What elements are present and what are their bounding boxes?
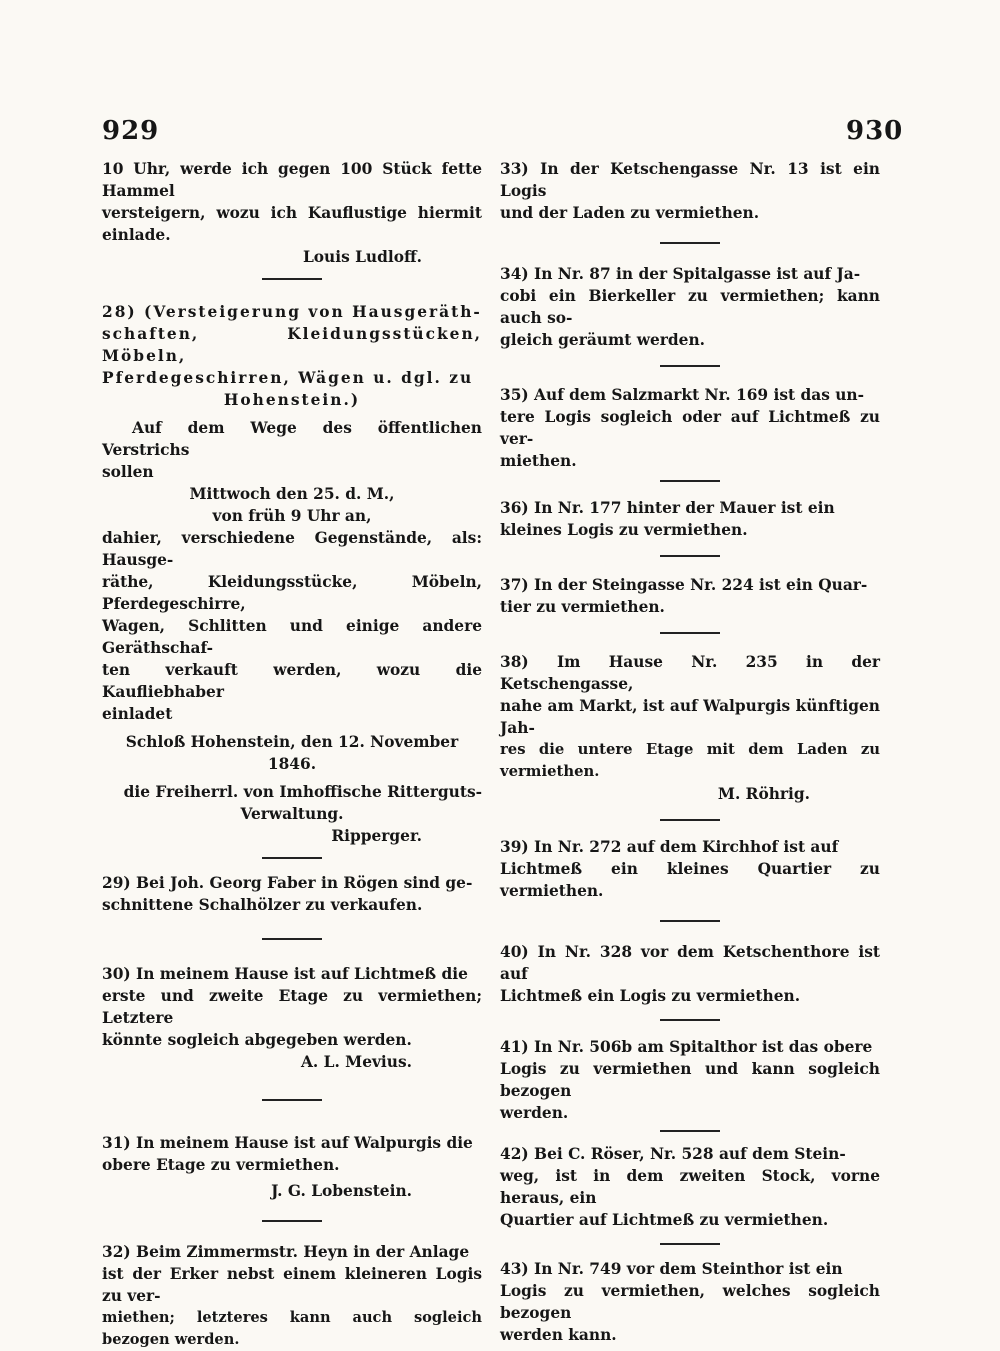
text-line: res die untere Etage mit dem Laden zu vermiethen. (500, 741, 880, 780)
text-line: ist der Erker nebst einem kleineren Logis zu ver- (102, 1265, 482, 1305)
separator-rule (262, 1220, 322, 1223)
text-line: 36) In Nr. 177 hinter der Mauer ist ein (500, 499, 835, 517)
separator-rule (262, 857, 322, 860)
notice-30 (102, 963, 482, 1073)
text-line: ten verkauft werden, wozu die Kaufliebhaber (102, 661, 482, 701)
text-line: sollen (102, 463, 154, 481)
text-line: kleines Logis zu vermiethen. (500, 521, 748, 539)
text-line: 43) In Nr. 749 vor dem Steinthor ist ein (500, 1260, 843, 1278)
left-column (102, 158, 482, 1351)
notice-39 (500, 836, 880, 902)
text-line: und der Laden zu vermiethen. (500, 204, 760, 222)
text-line: 37) In der Steingasse Nr. 224 ist ein Quar- (500, 576, 868, 594)
text-line: versteigern, wozu ich Kauflustige hiermit einlade. (102, 204, 482, 244)
notice-intro (102, 158, 482, 268)
text-line: 41) In Nr. 506b am Spitalthor ist das obere (500, 1038, 873, 1056)
notice-37 (500, 574, 880, 618)
text-line: Logis zu vermiethen, welches sogleich bezogen (500, 1282, 880, 1322)
notice-40 (500, 941, 880, 1007)
text-line: tier zu vermiethen. (500, 598, 665, 616)
text-line: 10 Uhr, werde ich gegen 100 Stück fette Hammel (102, 160, 482, 200)
separator-rule (660, 242, 720, 245)
right-column (500, 158, 880, 1346)
text-line: weg, ist in dem zweiten Stock, vorne heraus, ein (500, 1167, 880, 1207)
text-line: tere Logis sogleich oder auf Lichtmeß zu ver- (500, 408, 880, 448)
place-date: Schloß Hohenstein, den 12. November 1846. (125, 733, 459, 773)
text-line: nahe am Markt, ist auf Walpurgis künftigen Jah- (500, 697, 880, 737)
date-line: Mittwoch den 25. d. M., (189, 485, 395, 503)
separator-rule (660, 920, 720, 923)
text-line: gleich geräumt werden. (500, 331, 705, 349)
notice-38 (500, 651, 880, 805)
signature: A. L. Mevius. (300, 1053, 412, 1071)
notice-29 (102, 872, 482, 916)
text-line: räthe, Kleidungsstücke, Möbeln, Pferdegeschirre, (102, 573, 482, 613)
text-line: obere Etage zu vermiethen. (102, 1156, 340, 1174)
text-line: Auf dem Wege des öffentlichen Verstrichs (102, 419, 482, 459)
separator-rule (660, 555, 720, 558)
separator-rule (660, 365, 720, 368)
text-line: schnittene Schalhölzer zu verkaufen. (102, 896, 423, 914)
notice-41 (500, 1036, 880, 1124)
text-line: könnte sogleich abgegeben werden. (102, 1031, 412, 1049)
organization: die Freiherrl. von Imhoffische Ritterguts- (123, 783, 482, 801)
text-line: miethen; letzteres kann auch sogleich bezogen werden. (102, 1309, 482, 1348)
notice-34 (500, 263, 880, 351)
notice-35 (500, 384, 880, 472)
separator-rule (660, 480, 720, 483)
separator-rule (660, 1243, 720, 1246)
text-line: 31) In meinem Hause ist auf Walpurgis die (102, 1134, 473, 1152)
text-line: dahier, verschiedene Gegenstände, als: Hausge- (102, 529, 482, 569)
text-line: miethen. (500, 452, 577, 470)
text-line: Quartier auf Lichtmeß zu vermiethen. (500, 1211, 829, 1229)
separator-rule (660, 632, 720, 635)
text-line: 34) In Nr. 87 in der Spitalgasse ist auf Ja- (500, 265, 861, 283)
notice-28 (102, 301, 482, 847)
organization: Verwaltung. (240, 805, 344, 823)
page-number-left: 929 (102, 116, 160, 146)
separator-rule (660, 1019, 720, 1022)
text-line: Lichtmeß ein Logis zu vermiethen. (500, 987, 801, 1005)
text-line: 32) Beim Zimmermstr. Heyn in der Anlage (102, 1243, 470, 1261)
heading-line: 28) (Versteigerung von Hausgeräth- (102, 303, 482, 321)
separator-rule (262, 278, 322, 281)
text-line: werden. (500, 1104, 569, 1122)
text-line: 38) Im Hause Nr. 235 in der Ketschengasse, (500, 653, 880, 693)
notice-31 (102, 1132, 482, 1202)
heading-line: Hohenstein.) (223, 391, 361, 409)
separator-rule (660, 1130, 720, 1133)
text-line: 40) In Nr. 328 vor dem Ketschenthore ist auf (500, 943, 880, 983)
separator-rule (262, 938, 322, 941)
signature: Ripperger. (331, 827, 422, 845)
notice-33 (500, 158, 880, 224)
text-line: 42) Bei C. Röser, Nr. 528 auf dem Stein- (500, 1145, 846, 1163)
heading-line: Pferdegeschirren, Wägen u. dgl. zu (102, 369, 474, 387)
page-number-right: 930 (846, 116, 904, 146)
signature: M. Röhrig. (717, 785, 810, 803)
text-line: einladet (102, 705, 173, 723)
separator-rule (660, 819, 720, 822)
text-line: Lichtmeß ein kleines Quartier zu vermiethen. (500, 860, 880, 900)
text-line: 33) In der Ketschengasse Nr. 13 ist ein Logis (500, 160, 880, 200)
text-line: 39) In Nr. 272 auf dem Kirchhof ist auf (500, 838, 839, 856)
text-line: erste und zweite Etage zu vermiethen; Letztere (102, 987, 482, 1027)
time-line: von früh 9 Uhr an, (212, 507, 372, 525)
notice-32 (102, 1241, 482, 1351)
text-line: cobi ein Bierkeller zu vermiethen; kann auch so- (500, 287, 880, 327)
text-line: Logis zu vermiethen und kann sogleich bezogen (500, 1060, 880, 1100)
notice-36 (500, 497, 880, 541)
signature: Louis Ludloff. (302, 248, 422, 266)
text-line: 35) Auf dem Salzmarkt Nr. 169 ist das un- (500, 386, 865, 404)
heading-line: schaften, Kleidungsstücken, Möbeln, (102, 325, 482, 365)
text-line: werden kann. (500, 1326, 617, 1344)
separator-rule (262, 1099, 322, 1102)
notice-43 (500, 1258, 880, 1346)
text-line: Wagen, Schlitten und einige andere Geräthschaf- (102, 617, 482, 657)
text-line: 29) Bei Joh. Georg Faber in Rögen sind ge- (102, 874, 473, 892)
text-line: 30) In meinem Hause ist auf Lichtmeß die (102, 965, 468, 983)
notice-42 (500, 1143, 880, 1231)
signature: J. G. Lobenstein. (271, 1182, 412, 1200)
